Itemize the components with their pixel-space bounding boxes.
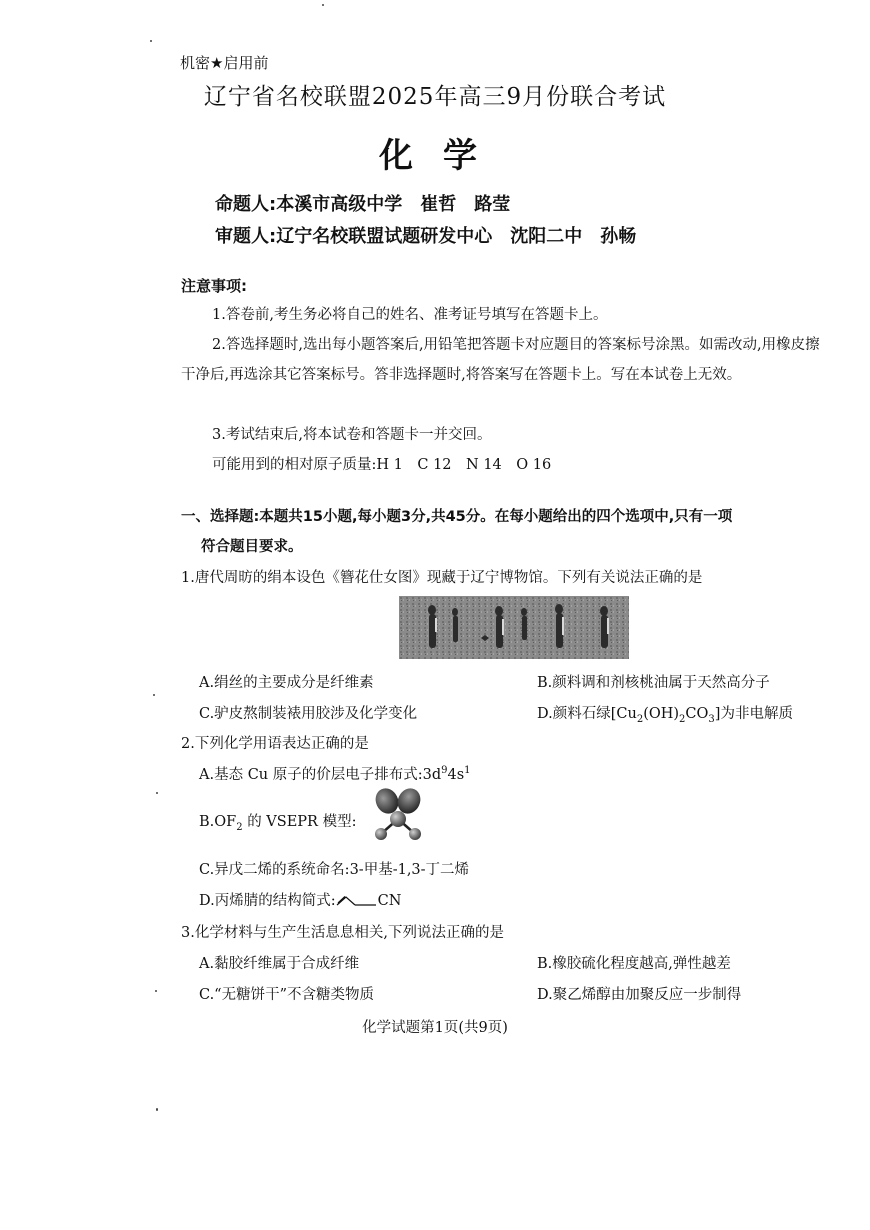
- subject-title: 化学: [379, 136, 507, 176]
- question-3-option-c: C.“无糖饼干”不含糖类物质: [199, 987, 375, 1003]
- skeletal-formula-icon: [336, 894, 378, 908]
- page-footer: 化学试题第1页(共9页): [362, 1020, 508, 1036]
- vsepr-model-image: [368, 787, 428, 843]
- option-d-text-mid2: CO: [685, 706, 709, 722]
- question-3-option-a: A.黏胶纤维属于合成纤维: [199, 956, 360, 972]
- scan-speck: [150, 40, 152, 42]
- option-a-text: A.基态 Cu 原子的价层电子排布式:3d: [199, 767, 442, 783]
- atomic-mass-line: 可能用到的相对原子质量:H 1 C 12 N 14 O 16: [212, 457, 552, 473]
- option-b-text-end: 的 VSEPR 模型:: [242, 814, 357, 830]
- subscript: 2: [636, 713, 644, 725]
- superscript: 1: [464, 765, 471, 777]
- scan-speck: [155, 990, 157, 992]
- subscript: 3: [708, 713, 715, 725]
- scan-speck: [156, 792, 158, 794]
- reviewer-line: 审题人:辽宁名校联盟试题研发中心 沈阳二中 孙畅: [215, 226, 637, 247]
- author-line: 命题人:本溪市高级中学 崔哲 路莹: [215, 194, 511, 215]
- subscript: 2: [679, 713, 686, 725]
- notice-item-2: 2.答选择题时,选出每小题答案后,用铅笔把答题卡对应题目的答案标号涂黑。如需改动,用橡皮擦干净后,再选涂其它答案标号。答非选择题时,将答案写在答题卡上。写在本试卷上无效。: [181, 337, 820, 383]
- question-1-option-a: A.绢丝的主要成分是纤维素: [199, 675, 374, 691]
- scan-speck: [153, 694, 155, 696]
- scan-speck: [156, 1108, 158, 1111]
- section-1-title-line1: 一、选择题:本题共15小题,每小题3分,共45分。在每小题给出的四个选项中,只有一项: [181, 509, 733, 525]
- question-3-stem: 3.化学材料与生产生活息息相关,下列说法正确的是: [181, 925, 504, 941]
- scan-speck: [322, 4, 324, 6]
- exam-title: 辽宁省名校联盟2025年高三9月份联合考试: [203, 84, 667, 110]
- superscript: 9: [441, 765, 448, 777]
- option-d-text-end: CN: [377, 893, 402, 909]
- painting-image: [399, 596, 629, 659]
- notice-item-3: 3.考试结束后,将本试卷和答题卡一并交回。: [212, 427, 492, 443]
- question-2-option-a: [199, 763, 471, 784]
- option-d-text-end: ]为非电解质: [714, 706, 793, 722]
- section-1-heading: [181, 502, 831, 562]
- option-d-text: D.丙烯腈的结构简式:: [199, 893, 336, 909]
- option-a-text-mid: 4s: [447, 767, 465, 783]
- option-d-text-mid: (OH): [643, 706, 680, 722]
- question-1-option-b: B.颜料调和剂核桃油属于天然高分子: [537, 675, 770, 691]
- question-2-option-d: [199, 889, 401, 910]
- option-d-text-start: D.颜料石绿[Cu: [537, 706, 637, 722]
- notice-item-1: 1.答卷前,考生务必将自己的姓名、准考证号填写在答题卡上。: [212, 307, 608, 323]
- question-1-option-c: C.驴皮熬制装裱用胶涉及化学变化: [199, 706, 418, 722]
- question-3-option-b: B.橡胶硫化程度越高,弹性越差: [537, 956, 731, 972]
- option-b-text: B.OF: [199, 814, 237, 830]
- question-2-option-b: [199, 810, 356, 833]
- notice-heading: 注意事项:: [181, 277, 247, 295]
- question-2-stem: 2.下列化学用语表达正确的是: [181, 736, 369, 752]
- question-3-option-d: D.聚乙烯醇由加聚反应一步制得: [537, 987, 742, 1003]
- confidential-label: 机密★启用前: [180, 54, 269, 72]
- question-2-option-c: C.异戊二烯的系统命名:3-甲基-1,3-丁二烯: [199, 862, 470, 878]
- section-1-title-line2: 符合题目要求。: [201, 539, 303, 555]
- subscript: 2: [236, 821, 243, 833]
- question-1-option-d: [537, 702, 793, 725]
- question-1-stem: 1.唐代周昉的绢本设色《簪花仕女图》现藏于辽宁博物馆。下列有关说法正确的是: [181, 570, 703, 586]
